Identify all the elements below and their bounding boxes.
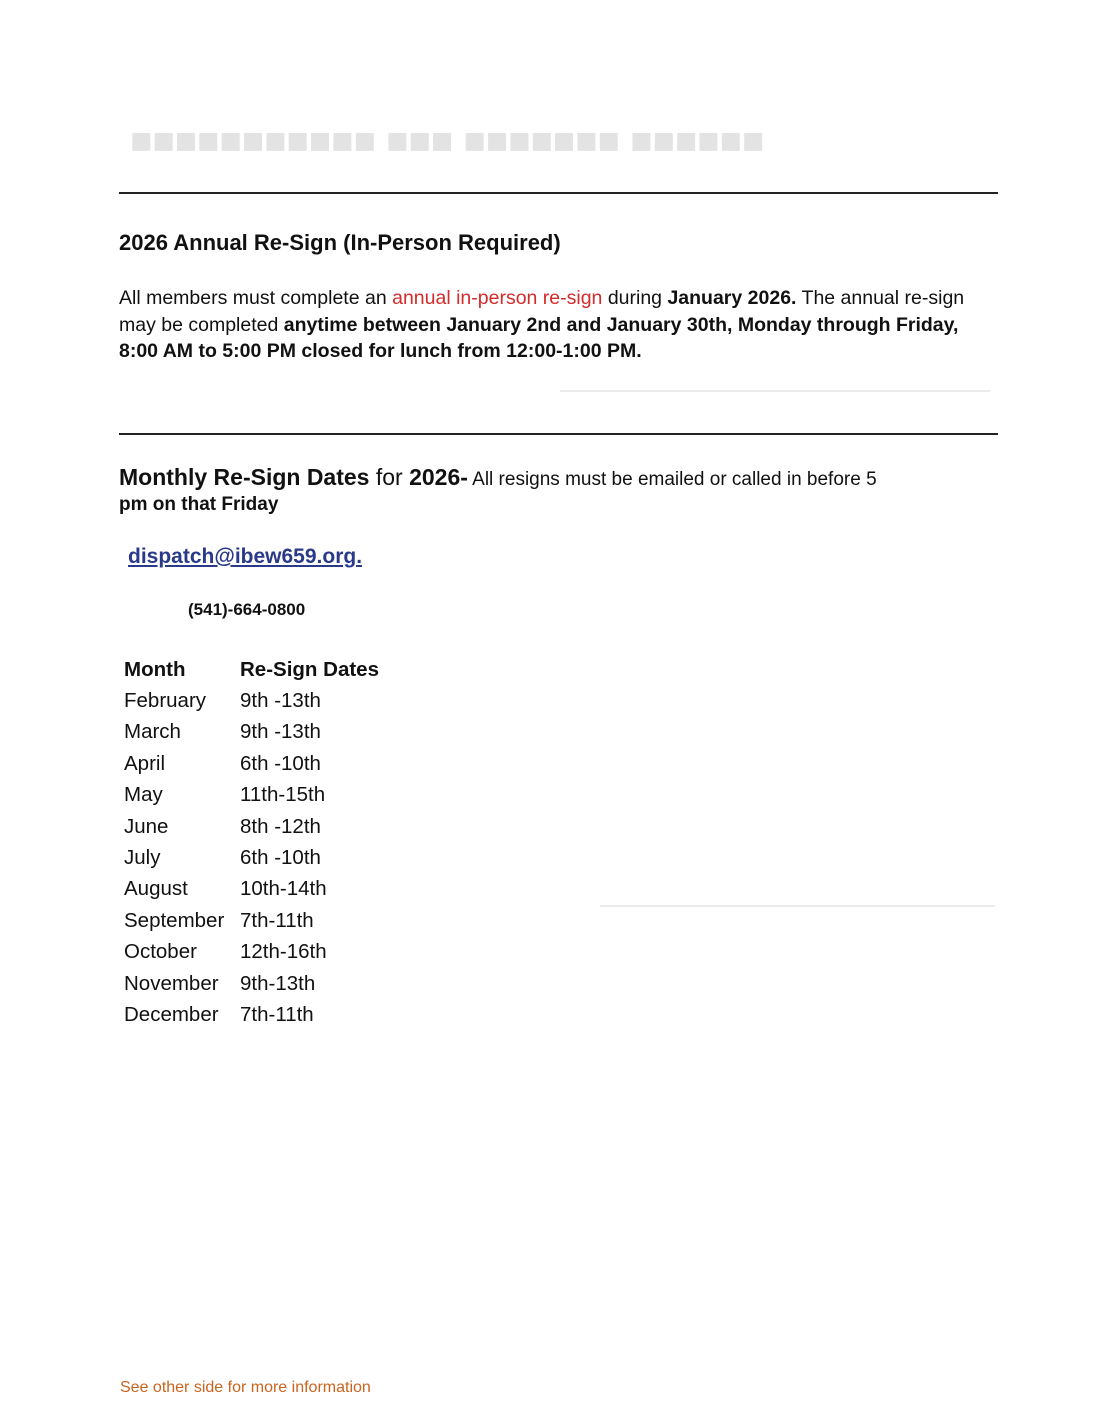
resign-schedule-table — [124, 654, 379, 1031]
schedule-month: February — [124, 689, 207, 713]
schedule-row — [124, 717, 379, 748]
schedule-month: November — [124, 971, 219, 995]
schedule-dates: 9th -13th — [240, 689, 321, 713]
schedule-row — [124, 685, 379, 716]
schedule-month: October — [124, 940, 197, 964]
schedule-row — [124, 937, 379, 968]
schedule-month: December — [124, 1002, 219, 1026]
schedule-month: May — [124, 783, 163, 807]
divider-top — [119, 192, 998, 194]
schedule-month: June — [124, 814, 169, 838]
show-through-line — [560, 390, 990, 392]
schedule-month: July — [124, 846, 161, 870]
annual-resign-paragraph: All members must complete an annual in-person re-sign during January 2026. The annual re-sign may be completed anytime between January 2nd and January 30th, Monday through Friday, 8:00 AM to 5:00 PM closed for lunch from 12:00-1:00 PM. — [119, 287, 965, 362]
schedule-dates: 7th-11th — [240, 1002, 314, 1026]
schedule-dates: 6th -10th — [240, 751, 321, 775]
schedule-row — [124, 968, 379, 999]
schedule-month: August — [124, 877, 188, 901]
schedule-dates: 6th -10th — [240, 846, 321, 870]
schedule-row — [124, 842, 379, 873]
divider-middle — [119, 433, 998, 435]
schedule-row — [124, 811, 379, 842]
schedule-row — [124, 999, 379, 1030]
show-through-texture: ■■■■■■ ■■■■■■■ ■■■ ■■■■■■■■■■■ — [130, 120, 765, 161]
schedule-dates: 7th-11th — [240, 908, 314, 932]
schedule-dates: 12th-16th — [240, 940, 327, 964]
schedule-month: September — [124, 908, 225, 932]
dispatch-email-link[interactable]: dispatch@ibew659.org. — [128, 545, 363, 568]
schedule-row — [124, 780, 379, 811]
schedule-dates: 8th -12th — [240, 814, 321, 838]
dispatch-phone-number: (541)-664-0800 — [188, 600, 306, 619]
column-header-month: Month — [124, 657, 186, 681]
schedule-row — [124, 748, 379, 779]
schedule-dates: 9th-13th — [240, 971, 316, 995]
monthly-resign-heading: Monthly Re-Sign Dates for 2026- All resigns must be emailed or called in before 5 pm on that Friday — [119, 464, 877, 515]
show-through-line — [600, 905, 995, 907]
schedule-header-row — [124, 654, 379, 685]
column-header-dates: Re-Sign Dates — [240, 657, 379, 681]
schedule-dates: 9th -13th — [240, 720, 321, 744]
schedule-row — [124, 905, 379, 936]
schedule-dates: 10th-14th — [240, 877, 327, 901]
annual-resign-heading: 2026 Annual Re-Sign (In-Person Required) — [119, 230, 561, 255]
schedule-month: April — [124, 751, 166, 775]
schedule-month: March — [124, 720, 181, 744]
schedule-row — [124, 874, 379, 905]
footer-note: See other side for more information — [120, 1379, 371, 1396]
annual-in-person-highlight: annual in-person re-sign — [392, 287, 603, 309]
schedule-dates: 11th-15th — [240, 783, 326, 807]
